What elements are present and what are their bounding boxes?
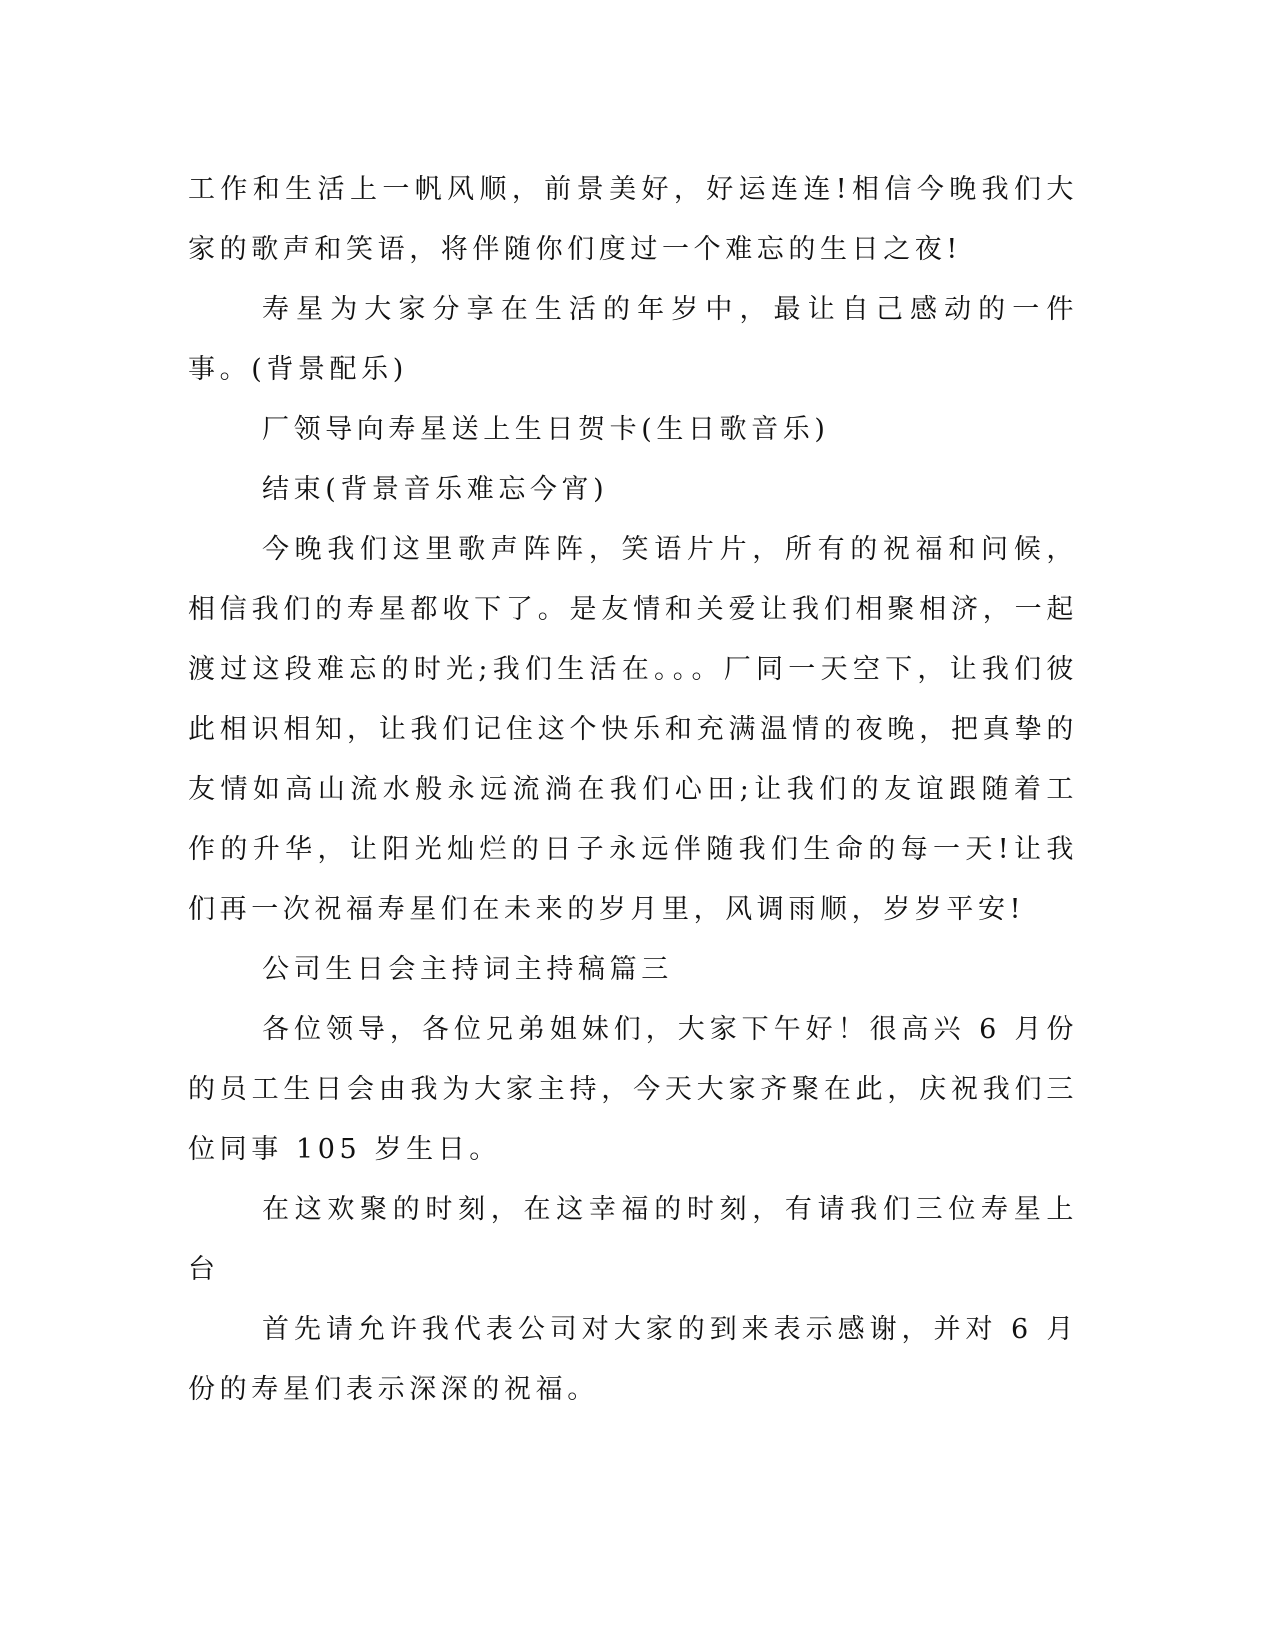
paragraph-invite-stars: 在这欢聚的时刻，在这幸福的时刻，有请我们三位寿星上台 <box>188 1194 1078 1285</box>
paragraph-closing-speech: 今晚我们这里歌声阵阵，笑语片片，所有的祝福和问候，相信我们的寿星都收下了。是友情和关爱让我们相聚相济，一起渡过这段难忘的时光;我们生活在。。。厂同一天空下，让我们彼此相识相知，让我们记住这个快乐和充满温情的夜晚，把真挚的友情如高山流水般永远流淌在我们心田;让我们的友谊跟随着工作的升华，让阳光灿烂的日子永远伴随我们生命的每一天!让我们再一次祝福寿星们在未来的岁月里，风调雨顺，岁岁平安! <box>188 534 1078 925</box>
paragraph-ending: 结束(背景音乐难忘今宵) <box>262 474 609 505</box>
paragraph-opening: 各位领导，各位兄弟姐妹们，大家下午好！很高兴 6 月份的员工生日会由我为大家主持，今天大家齐聚在此，庆祝我们三位同事 105 岁生日。 <box>188 1014 1078 1165</box>
paragraph-birthday-share: 寿星为大家分享在生活的年岁中，最让自己感动的一件事。(背景配乐) <box>188 294 1078 385</box>
document-body <box>188 160 1078 1420</box>
paragraph-greeting-card: 厂领导向寿星送上生日贺卡(生日歌音乐) <box>262 414 830 445</box>
paragraph-continued: 工作和生活上一帆风顺，前景美好，好运连连!相信今晚我们大家的歌声和笑语，将伴随你们度过一个难忘的生日之夜! <box>188 174 1078 265</box>
section-heading: 公司生日会主持词主持稿篇三 <box>262 954 673 985</box>
paragraph-thanks: 首先请允许我代表公司对大家的到来表示感谢，并对 6 月份的寿星们表示深深的祝福。 <box>188 1314 1078 1405</box>
